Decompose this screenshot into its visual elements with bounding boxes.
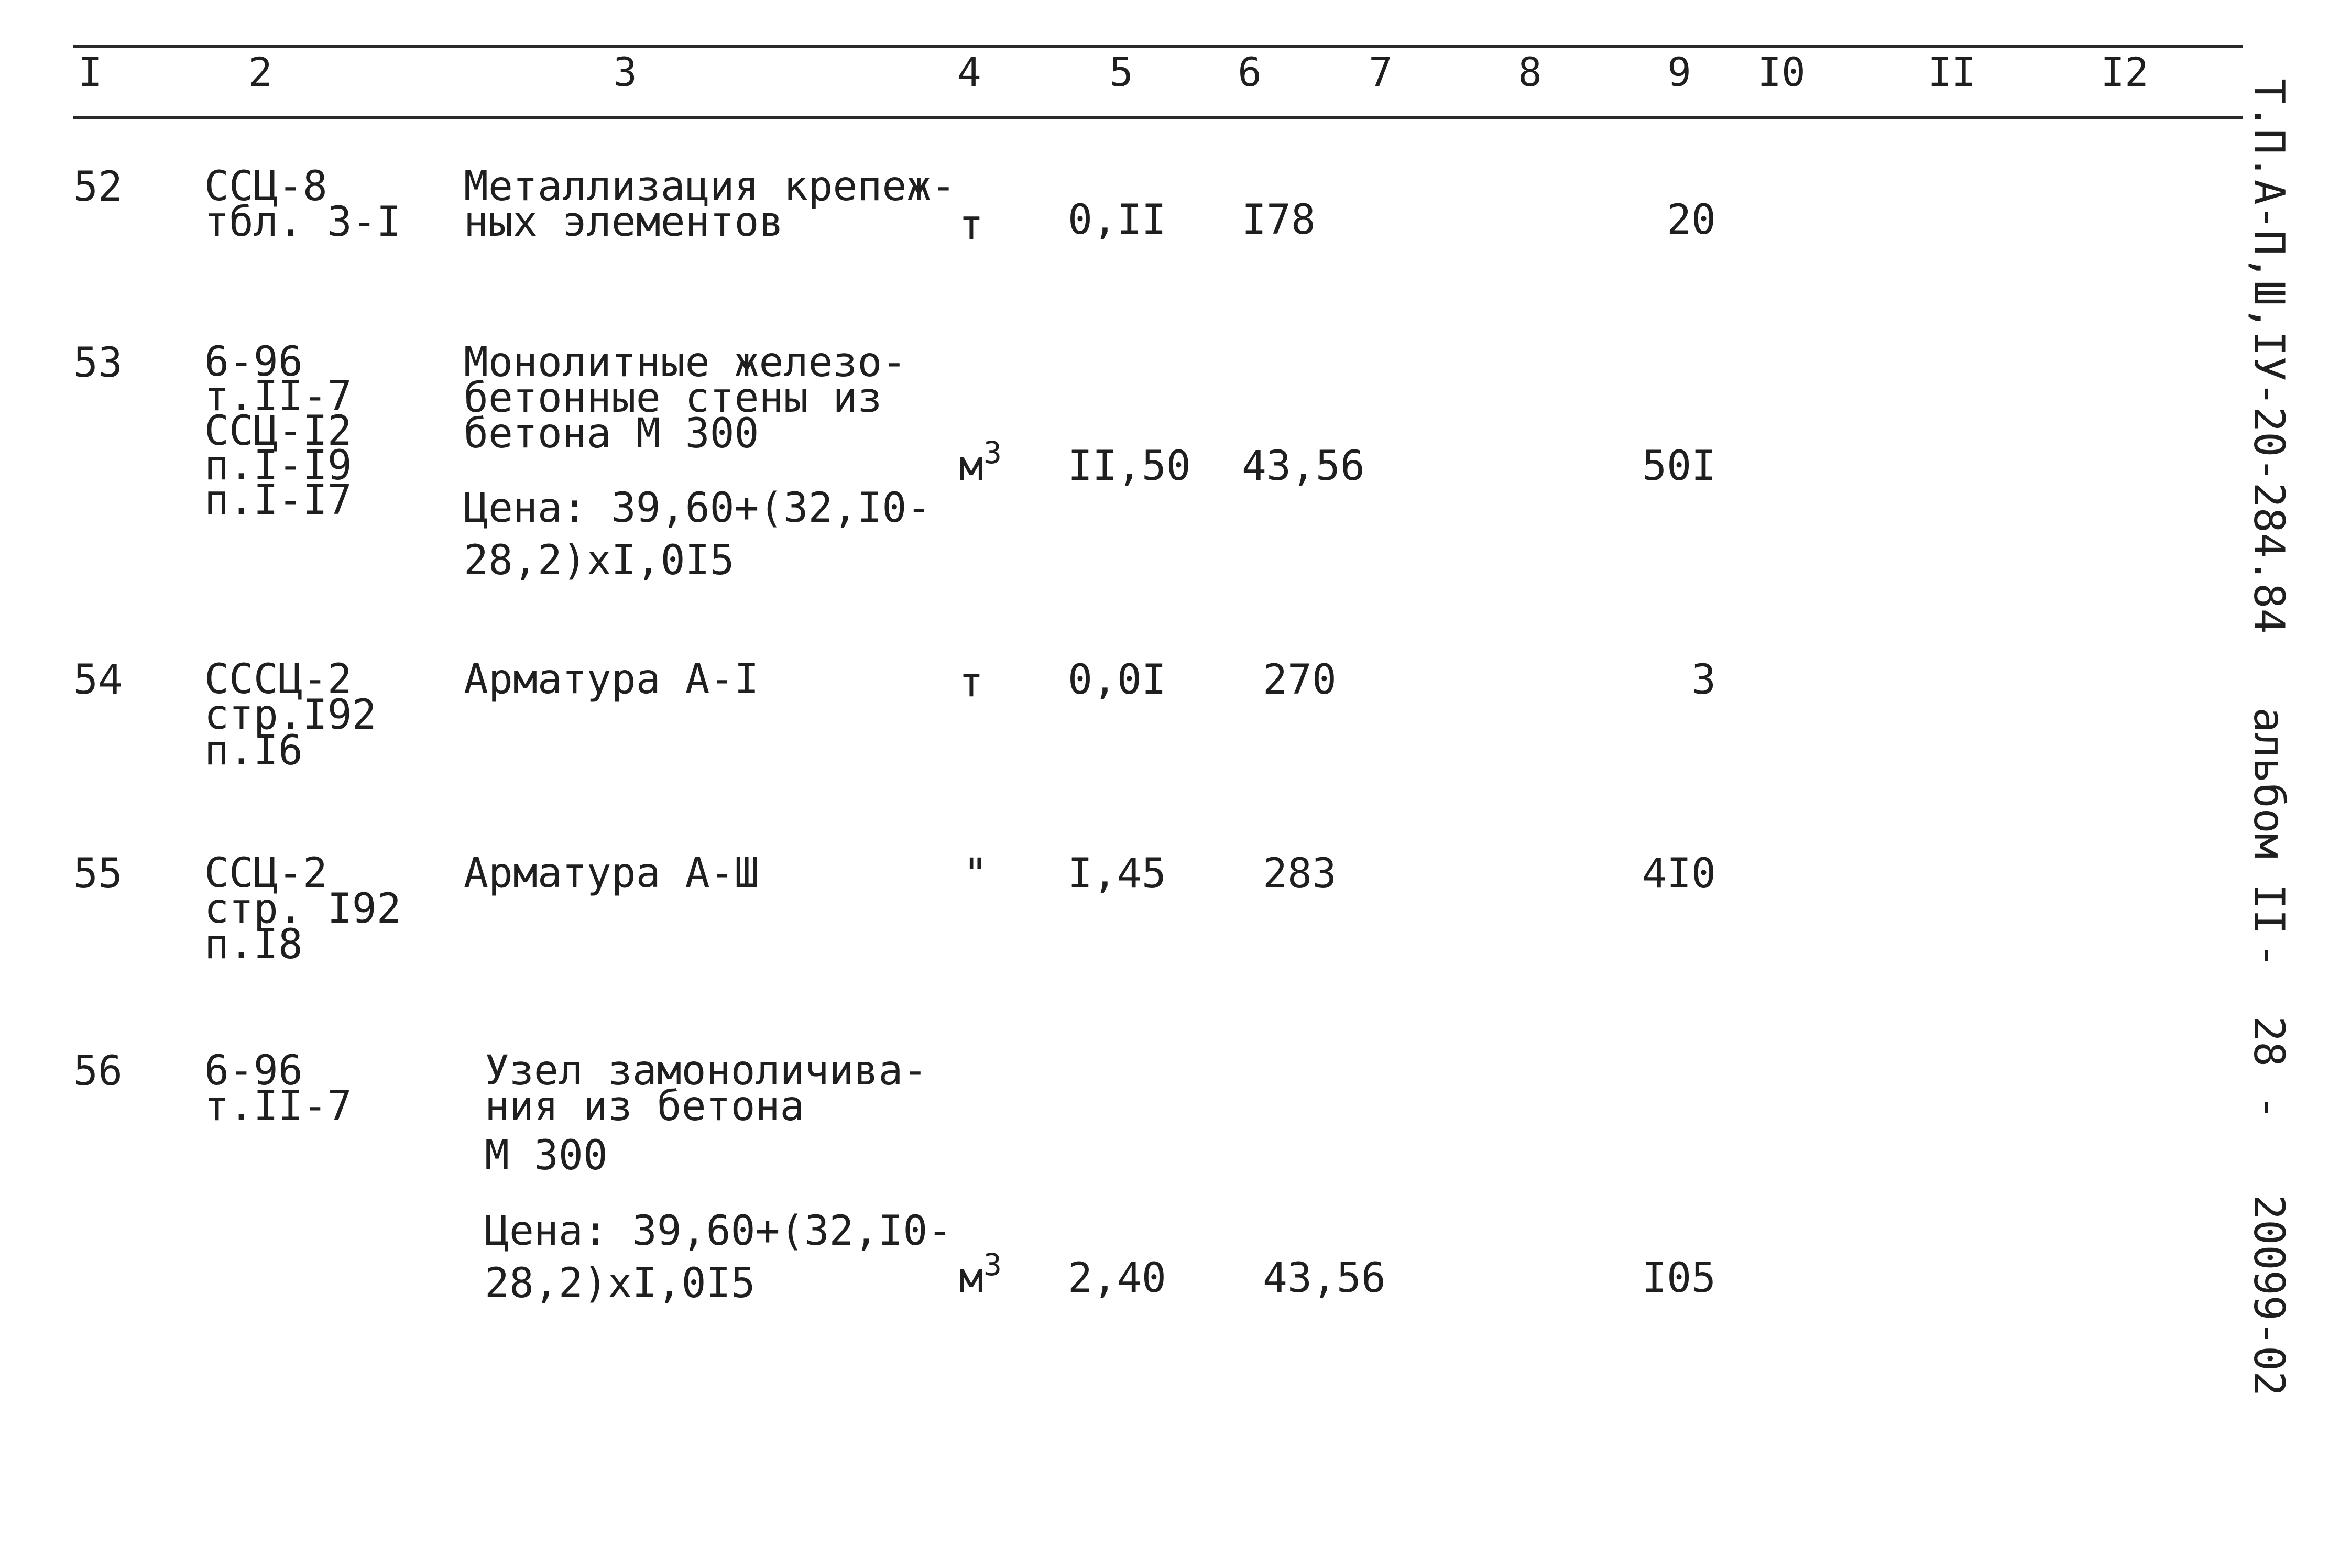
column-header-8: 8 (1518, 49, 1542, 95)
formula-line: Цена: 39,60+(32,I0- (485, 1208, 953, 1255)
unit-text: м (959, 1255, 983, 1302)
row-quantity: 2,40 (1068, 1255, 1166, 1302)
row-reference (204, 850, 401, 968)
row-number: 55 (73, 850, 123, 897)
row-unit (959, 202, 983, 249)
unit-text: т (959, 659, 983, 706)
separator-dash: - (2245, 1095, 2293, 1121)
description-line: бетонные стены из (464, 375, 882, 422)
description-line: Арматура А-I (464, 656, 759, 703)
reference-line: 6-96 (204, 1047, 303, 1094)
formula-line: Цена: 39,60+(32,I0- (464, 485, 932, 532)
row-unit (963, 850, 988, 897)
row-unit (959, 435, 1002, 490)
reference-line: ССЦ-2 (204, 850, 327, 897)
row-unit (959, 659, 983, 706)
column-header-9: 9 (1667, 49, 1691, 95)
row-number: 54 (73, 656, 123, 704)
column-header-3: 3 (613, 49, 637, 95)
row-number: 56 (73, 1048, 123, 1095)
row-quantity: 0,0I (1068, 656, 1166, 704)
reference-line: СССЦ-2 (204, 656, 352, 703)
row-reference (204, 656, 377, 774)
row-price: 43,56 (1242, 443, 1365, 490)
unit-text: м (959, 443, 983, 490)
column-header-2: 2 (248, 49, 272, 95)
column-header-6: 6 (1238, 49, 1262, 95)
row-total: 50I (1642, 443, 1716, 490)
row-total: 3 (1691, 656, 1716, 704)
row-description (464, 163, 956, 246)
document-code: Т.П.А-П,Ш,IУ-20-284.84 (2245, 79, 2293, 634)
row-unit (959, 1247, 1002, 1302)
row-price: I78 (1242, 196, 1316, 244)
column-header-5: 5 (1109, 49, 1133, 95)
row-quantity: 0,II (1068, 196, 1166, 244)
column-header-7: 7 (1369, 49, 1393, 95)
row-number: 53 (73, 339, 123, 387)
page-number: 28 (2245, 1016, 2293, 1067)
row-description (485, 1047, 928, 1179)
column-header-12: I2 (2101, 49, 2149, 95)
description-line: ния из бетона (485, 1083, 805, 1130)
unit-superscript: 3 (983, 1247, 1002, 1282)
header-bottom-rule (73, 116, 2243, 119)
album-label: альбом II (2245, 707, 2293, 935)
reference-line: п.I6 (204, 727, 303, 774)
reference-line: ССЦ-8 (204, 163, 327, 210)
reference-line: тбл. 3-I (204, 199, 401, 246)
column-header-10: I0 (1757, 49, 1806, 95)
unit-text: т (959, 202, 983, 249)
row-number: 52 (73, 163, 123, 211)
row-reference (204, 338, 352, 524)
row-reference (204, 1047, 352, 1130)
column-header-11: II (1928, 49, 1976, 95)
reference-line: п.I-I9 (204, 442, 352, 489)
unit-superscript: 3 (983, 435, 1002, 470)
column-header-4: 4 (957, 49, 981, 95)
description-line: Узел замоноличива- (485, 1047, 928, 1094)
unit-text: " (963, 850, 988, 897)
row-price-formula (464, 482, 931, 587)
formula-line: 28,2)хI,0I5 (464, 537, 735, 584)
description-line: бетона М 300 (464, 410, 759, 457)
reference-line: т.II-7 (204, 1083, 352, 1130)
separator-dash: - (2245, 943, 2293, 969)
column-header-1: I (78, 49, 102, 95)
row-total: 20 (1667, 196, 1716, 244)
row-price: 270 (1263, 656, 1337, 704)
row-quantity: II,50 (1068, 443, 1191, 490)
header-top-rule (73, 45, 2243, 48)
description-line: Арматура А-Ш (464, 850, 759, 897)
description-line: ных элементов (464, 199, 784, 246)
formula-line: 28,2)хI,0I5 (485, 1260, 756, 1307)
row-total: 4I0 (1642, 850, 1716, 897)
reference-line: стр. I92 (204, 885, 401, 933)
description-line: Металлизация крепеж- (464, 163, 956, 210)
row-description (464, 656, 759, 703)
row-reference (204, 163, 401, 246)
reference-line: т.II-7 (204, 373, 352, 420)
row-description (464, 339, 907, 457)
row-price: 283 (1263, 850, 1337, 897)
reference-line: п.I-I7 (204, 477, 352, 524)
reference-line: ССЦ-I2 (204, 408, 352, 455)
row-total: I05 (1642, 1255, 1716, 1302)
reference-line: 6-96 (204, 338, 303, 386)
row-description (464, 850, 759, 897)
row-price: 43,56 (1263, 1255, 1386, 1302)
row-price-formula (485, 1205, 952, 1310)
description-line: Монолитные железо- (464, 339, 907, 386)
reference-line: п.I8 (204, 921, 303, 968)
description-line: М 300 (485, 1132, 608, 1179)
reference-line: стр.I92 (204, 692, 377, 739)
document-number: 20099-02 (2245, 1194, 2293, 1397)
row-quantity: I,45 (1068, 850, 1166, 897)
